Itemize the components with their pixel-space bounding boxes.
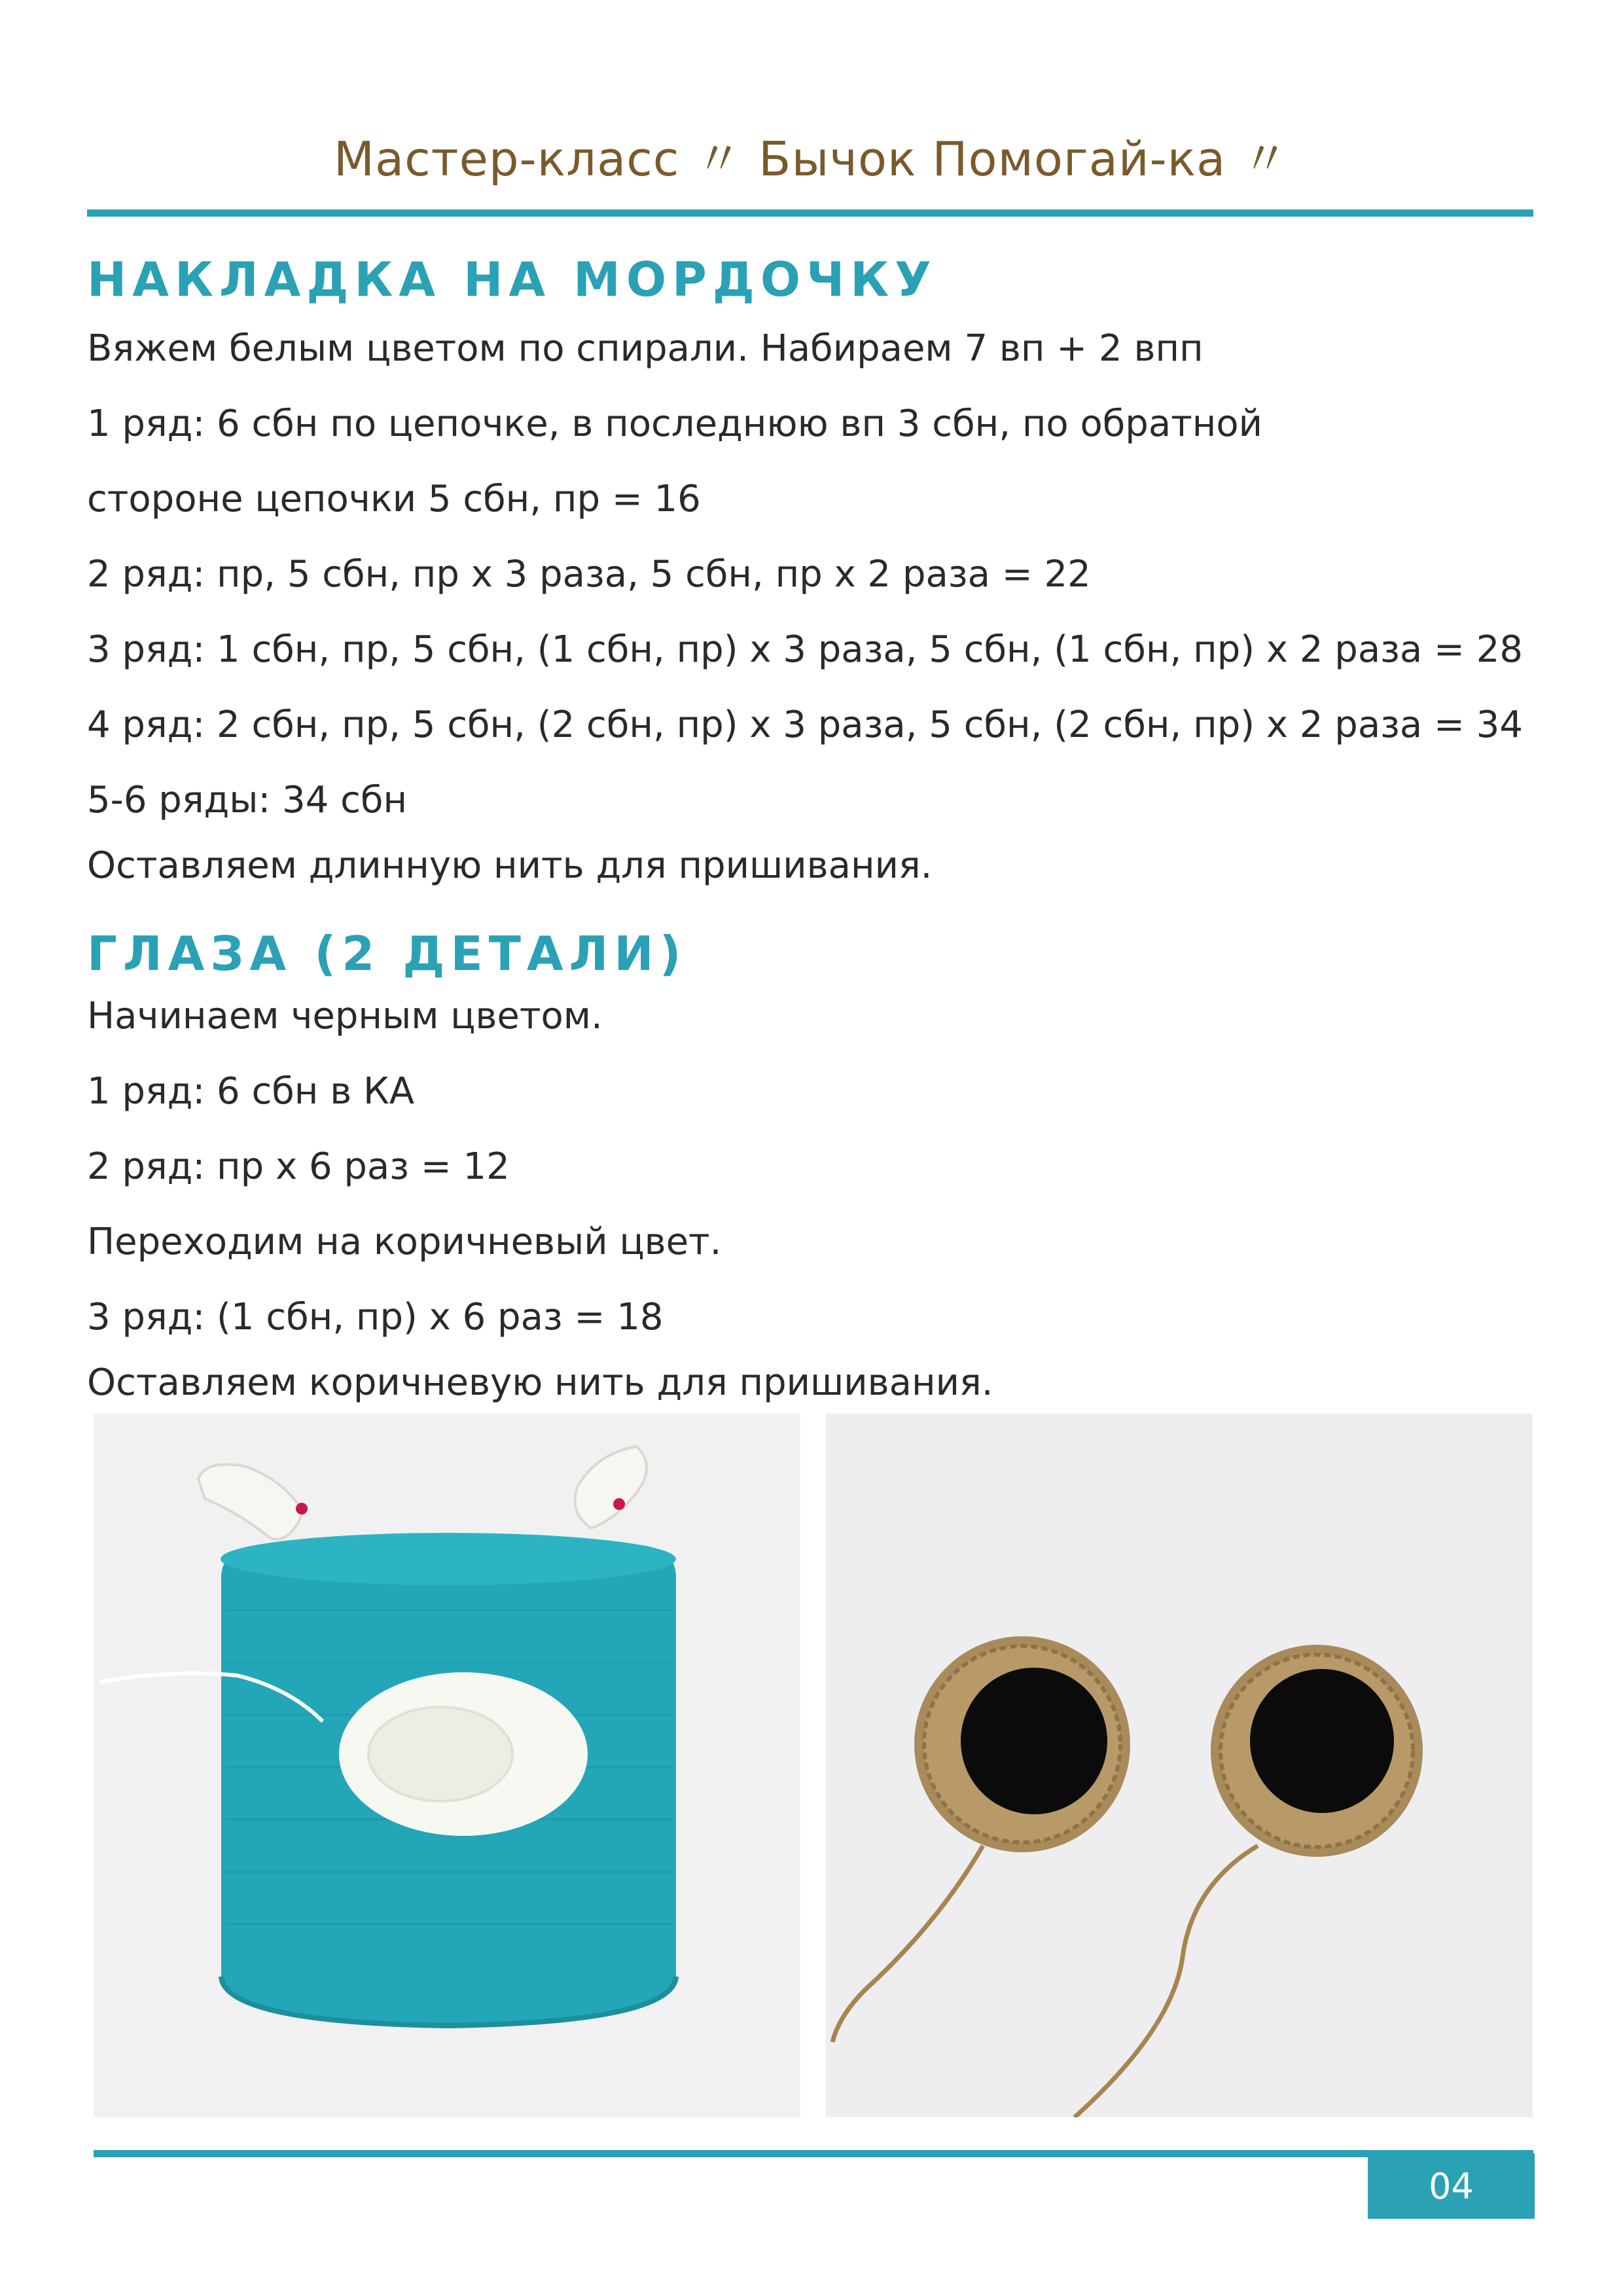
- instruction-line: Оставляем коричневую нить для пришивания.: [87, 1361, 993, 1404]
- instruction-line: 2 ряд: пр х 6 раз = 12: [87, 1145, 510, 1188]
- instruction-line: 3 ряд: (1 сбн, пр) х 6 раз = 18: [87, 1296, 664, 1338]
- instruction-line: Вяжем белым цветом по спирали. Набираем 7 вп + 2 впп: [87, 327, 1204, 370]
- instruction-line: 3 ряд: 1 сбн, пр, 5 сбн, (1 сбн, пр) х 3 раза, 5 сбн, (1 сбн, пр) х 2 раза = 28: [87, 628, 1524, 671]
- photo-head-with-muzzle: [94, 1414, 800, 2117]
- page-number-badge: 04: [1368, 2153, 1535, 2219]
- section-heading-muzzle: НАКЛАДКА НА МОРДОЧКУ: [87, 252, 937, 307]
- instruction-line: 1 ряд: 6 сбн по цепочке, в последнюю вп 3 сбн, по обратной: [87, 403, 1263, 445]
- instruction-line: Начинаем черным цветом.: [87, 995, 603, 1037]
- instruction-line: Переходим на коричневый цвет.: [87, 1221, 722, 1263]
- instruction-line: 4 ряд: 2 сбн, пр, 5 сбн, (2 сбн, пр) х 3 раза, 5 сбн, (2 сбн, пр) х 2 раза = 34: [87, 704, 1524, 746]
- header-divider: [87, 209, 1533, 217]
- instruction-line: 1 ряд: 6 сбн в КА: [87, 1070, 415, 1113]
- instruction-line: Оставляем длинную нить для пришивания.: [87, 844, 933, 887]
- instruction-line: 5-6 ряды: 34 сбн: [87, 779, 408, 821]
- instruction-line: стороне цепочки 5 сбн, пр = 16: [87, 478, 701, 520]
- instruction-line: 2 ряд: пр, 5 сбн, пр х 3 раза, 5 сбн, пр х 2 раза = 22: [87, 553, 1091, 596]
- photo-crocheted-eyes: [826, 1414, 1533, 2117]
- section-heading-eyes: ГЛАЗА (2 ДЕТАЛИ): [87, 926, 687, 981]
- page-title: Мастер-класс 〃 Бычок Помогай-ка 〃: [333, 132, 1290, 187]
- footer-divider: [94, 2150, 1533, 2157]
